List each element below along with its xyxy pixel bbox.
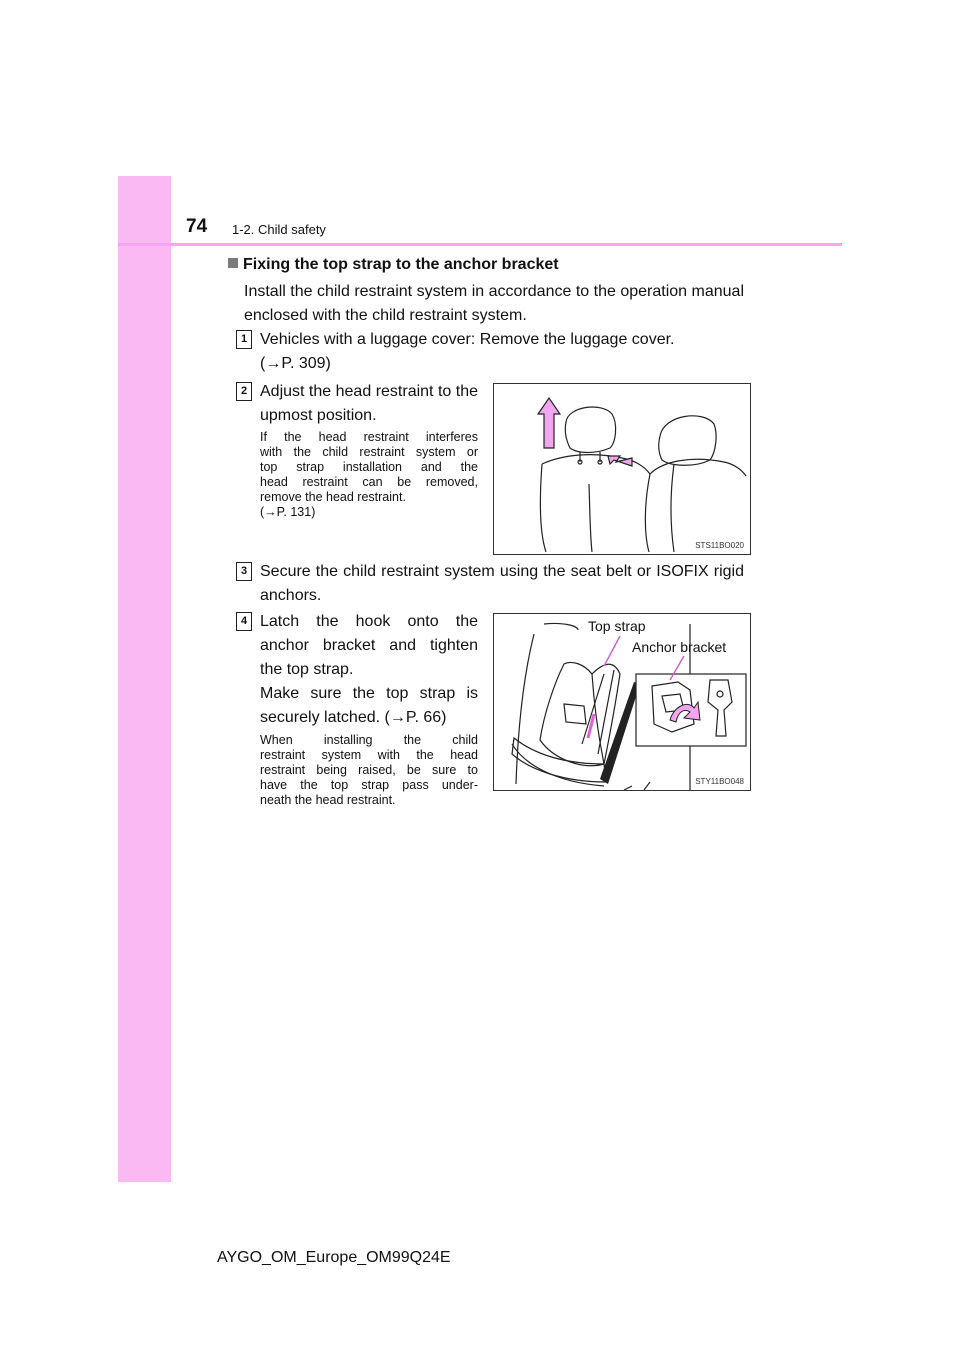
intro-paragraph: Install the child restraint system in accordance to the operation manual enclosed with the child restraint system. (244, 283, 744, 324)
step-1-ref: (→P. 309) (260, 355, 331, 372)
page-number: 74 (186, 216, 208, 237)
step-number-2: 2 (236, 382, 252, 401)
step-3-text: Secure the child restraint system using the seat belt or ISOFIX rigid anchors. (260, 563, 744, 604)
figure-code: STY11BO048 (695, 777, 744, 786)
zoom-pointer-icon (600, 682, 640, 784)
step-number-4: 4 (236, 612, 252, 631)
subsection-heading: Fixing the top strap to the anchor bracket (228, 256, 559, 274)
top-strap-leader-line (604, 636, 620, 666)
anchor-bracket-label: Anchor bracket (632, 639, 727, 655)
step-number-1: 1 (236, 330, 252, 349)
footer-document-code: AYGO_OM_Europe_OM99Q24E (217, 1249, 451, 1266)
figure-code: STS11BO020 (695, 541, 744, 550)
square-bullet-icon (228, 258, 238, 268)
top-strap-label: Top strap (588, 618, 646, 634)
figure-head-restraint (493, 383, 751, 555)
step-2-note: If the head restraint interferes with the child restraint system or top strap installation and the head restraint can be removed, remove the head restraint. (→P. 131) (260, 430, 478, 519)
step-2-text: Adjust the head restraint to the upmost position. (260, 383, 478, 424)
section-title: 1-2. Child safety (232, 222, 326, 237)
step-4-note: When installing the child restraint system with the head restraint being raised, be sure to have the top strap pass under- neath the head restraint. (260, 733, 478, 807)
step-4-text: Latch the hook onto the anchor bracket and tighten the top strap. Make sure the top strap is securely latched. (→P. 66) (260, 613, 478, 726)
step-number-3: 3 (236, 562, 252, 581)
up-arrow-icon (538, 398, 560, 448)
step-1-text: Vehicles with a luggage cover: Remove the luggage cover. (260, 331, 675, 348)
side-tab-band (118, 176, 171, 1182)
header-rule (118, 243, 842, 246)
head-restraint-illustration (494, 384, 750, 554)
figure-top-strap (493, 613, 751, 791)
